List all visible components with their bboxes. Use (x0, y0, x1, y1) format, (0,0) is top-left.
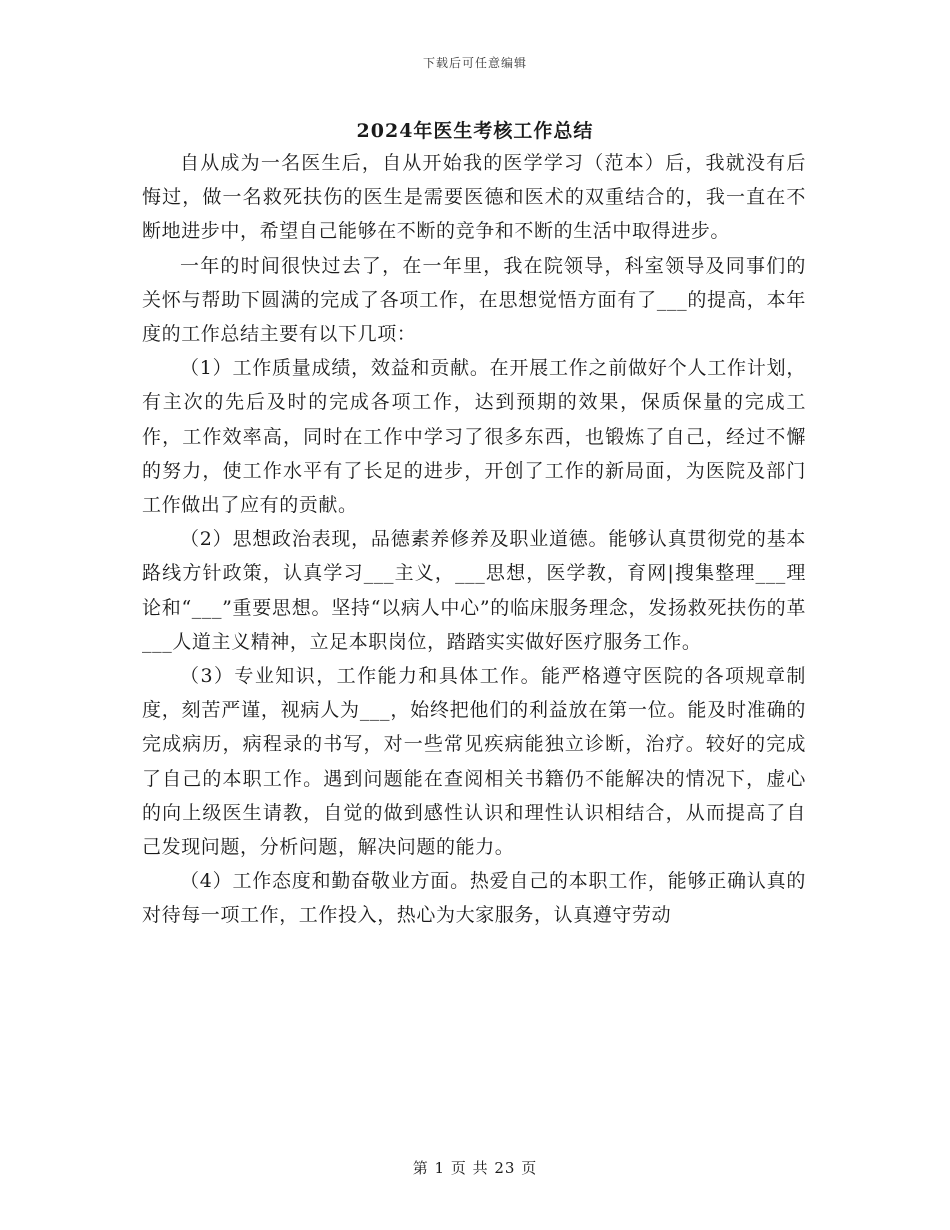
document-body (142, 146, 806, 933)
header-note: 下载后可任意编辑 (422, 56, 527, 70)
paragraph-item-1: （1）工作质量成绩，效益和贡献。在开展工作之前做好个人工作计划，有主次的先后及时的完成各项工作，达到预期的效果，保质保量的完成工作，工作效率高，同时在工作中学习了很多东西，也锻炼了自己，经过不懈的努力，使工作水平有了长足的进步，开创了工作的新局面，为医院及部门工作做出了应有的贡献。 (142, 357, 806, 517)
document-title: 2024年医生考核工作总结 (356, 120, 594, 142)
paragraph-overview: 一年的时间很快过去了，在一年里，我在院领导，科室领导及同事们的关怀与帮助下圆满的完成了各项工作，在思想觉悟方面有了___的提高，本年度的工作总结主要有以下几项： (142, 254, 806, 346)
paragraph-item-3: （3）专业知识，工作能力和具体工作。能严格遵守医院的各项规章制度，刻苦严谨，视病人为___，始终把他们的利益放在第一位。能及时准确的完成病历，病程录的书写，对一些常见疾病能独立诊断，治疗。较好的完成了自己的本职工作。遇到问题能在查阅相关书籍仍不能解决的情况下，虚心的向上级医生请教，自觉的做到感性认识和理性认识相结合，从而提高了自己发现问题，分析问题，解决问题的能力。 (142, 665, 806, 859)
paragraph-intro: 自从成为一名医生后，自从开始我的医学学习（范本）后，我就没有后悔过，做一名救死扶伤的医生是需要医德和医术的双重结合的，我一直在不断地进步中，希望自己能够在不断的竞争和不断的生活中取得进步。 (142, 152, 806, 243)
paragraph-item-4: （4）工作态度和勤奋敬业方面。热爱自己的本职工作，能够正确认真的对待每一项工作，工作投入，热心为大家服务，认真遵守劳动 (142, 870, 806, 927)
page-footer: 第 1 页 共 23 页 (412, 1159, 538, 1177)
paragraph-item-2: （2）思想政治表现，品德素养修养及职业道德。能够认真贯彻党的基本路线方针政策，认真学习___主义，___思想，医学教，育网|搜集整理___理论和“___”重要思想。坚持“以病人中心”的临床服务理念，发扬救死扶伤的革___人道主义精神，立足本职岗位，踏踏实实做好医疗服务工作。 (142, 528, 806, 653)
